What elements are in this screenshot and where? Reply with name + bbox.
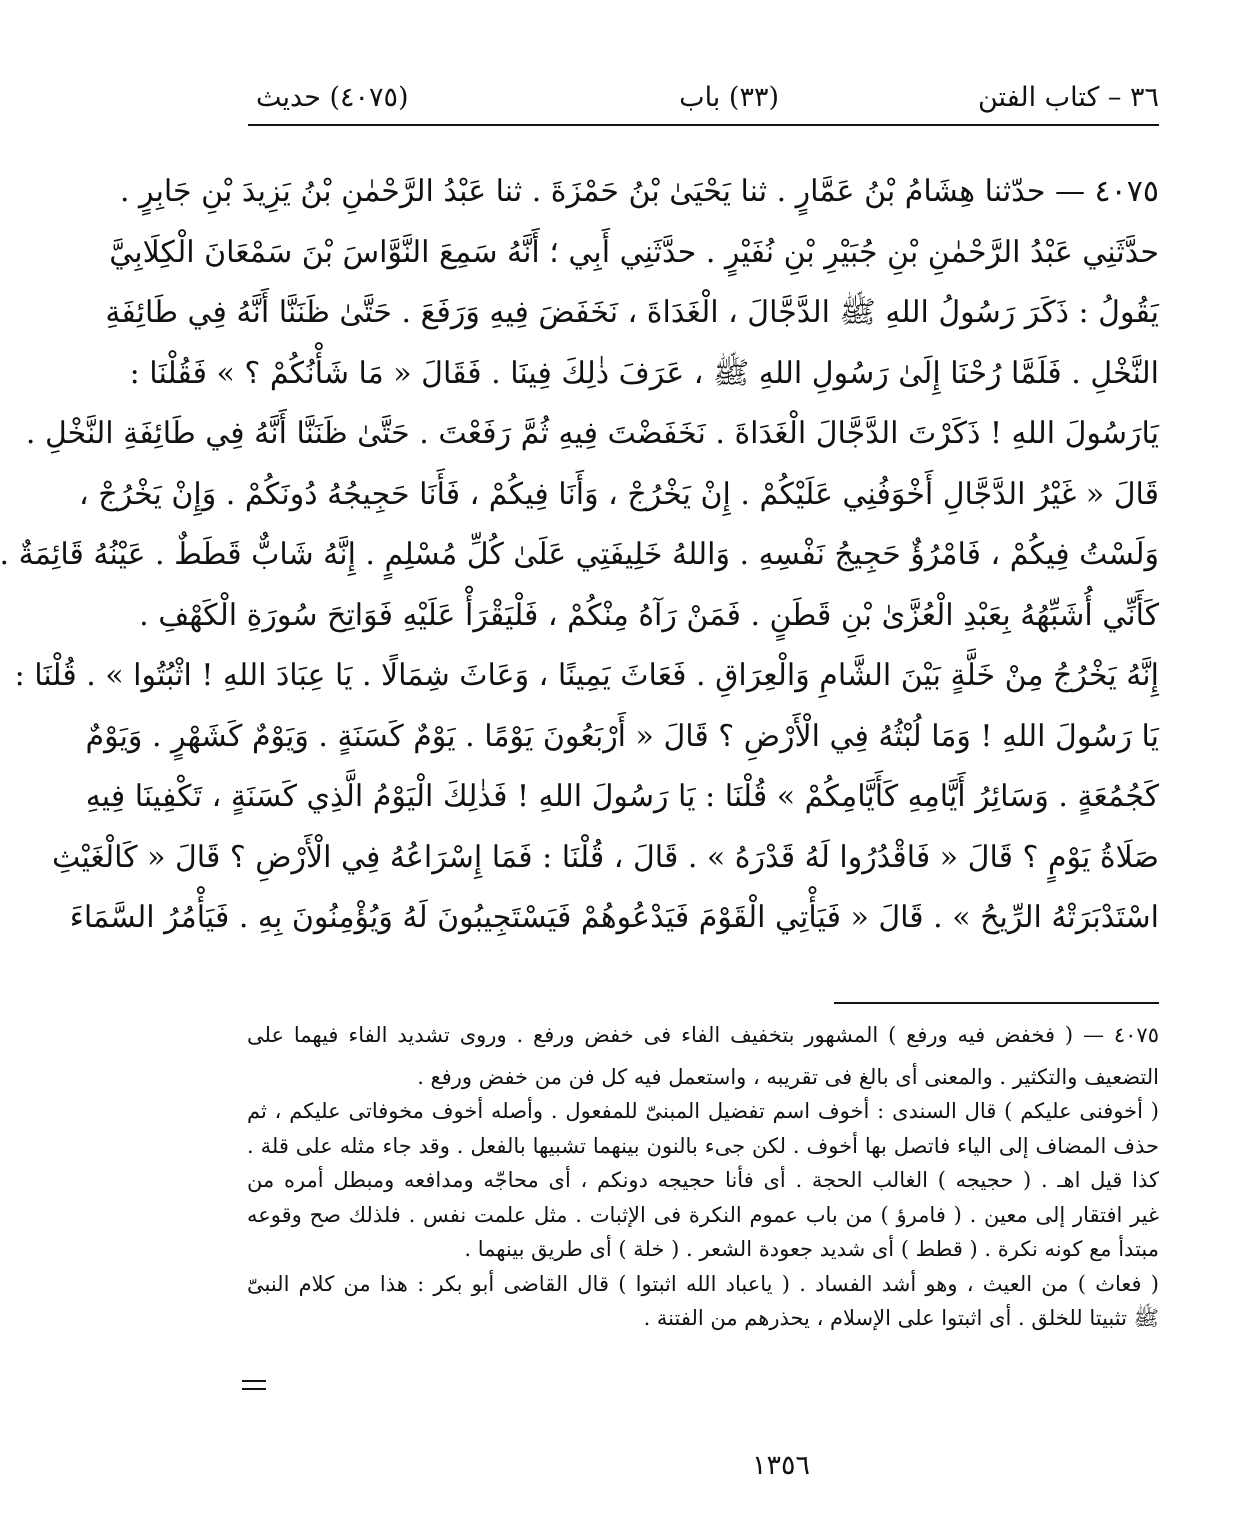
hadith-number-label: (٤٠٧٥) حديث (256, 82, 409, 113)
hadith-line: يَا رَسُولَ اللهِ ! وَمَا لُبْثُهُ فِي الْأَرْضِ ؟ قَالَ « أَرْبَعُونَ يَوْمًا . يَوْمٌ كَسَنَةٍ . وَيَوْمٌ كَشَهْرٍ . وَيَوْمٌ (85, 718, 1159, 754)
footnote-line: مبتدأ مع كونه نكرة . ( قطط ) أى شديد جعودة الشعر . ( خلة ) أى طريق بينهما . (464, 1237, 1159, 1261)
hadith-line: كَجُمُعَةٍ . وَسَائِرُ أَيَّامِهِ كَأَيَّامِكُمْ » قُلْنَا : يَا رَسُولَ اللهِ ! فَذٰلِكَ الْيَوْمُ الَّذِي كَسَنَةٍ ، تَكْفِينَا فِيهِ (85, 779, 1159, 814)
footnote-line: التضعيف والتكثير . والمعنى أى بالغ فى تقريبه ، واستعمل فيه كل فن من خفض ورفع . (417, 1064, 1159, 1089)
footnote-line: حذف المضاف إلى الياء فاتصل بها أخوف . لكن جىء بالنون بينهما تشبيها بالفعل . وقد جاء مثله على قلة . (247, 1133, 1159, 1158)
footnote-line: كذا قيل اهـ . ( حجيجه ) الغالب الحجة . أى فأنا حجيجه دونكم ، أى محاجّه ومدافعه ومبطل أمره من (247, 1168, 1159, 1192)
section-end-mark (242, 1380, 266, 1394)
hadith-line: النَّخْلِ . فَلَمَّا رُحْنَا إِلَىٰ رَسُولِ اللهِ ﷺ ، عَرَفَ ذٰلِكَ فِينَا . فَقَالَ « مَا شَأْنُكُمْ ؟ » فَقُلْنَا : (129, 355, 1159, 391)
hadith-line: وَلَسْتُ فِيكُمْ ، فَامْرُؤٌ حَجِيجُ نَفْسِهِ . وَاللهُ خَلِيفَتِي عَلَىٰ كُلِّ مُسْلِمٍ . إِنَّهُ شَابٌّ قَطَطٌ . عَيْنُهُ قَائِمَةٌ . (0, 537, 1159, 572)
hadith-line: اسْتَدْبَرَتْهُ الرِّيحُ » . قَالَ « فَيَأْتِي الْقَوْمَ فَيَدْعُوهُمْ فَيَسْتَجِيبُونَ لَهُ وَيُؤْمِنُونَ بِهِ . فَيَأْمُرُ السَّمَاءَ (69, 900, 1159, 935)
page-number: ١٣٥٦ (751, 1450, 810, 1481)
hadith-line: ٤٠٧٥ — حدّثنا هِشَامُ بْنُ عَمَّارٍ . ثنا يَحْيَىٰ بْنُ حَمْزَةَ . ثنا عَبْدُ الرَّحْمٰنِ بْنُ يَزِيدَ بْنِ جَابِرٍ . (119, 174, 1159, 209)
book-title: ٣٦ – كتاب الفتن (978, 82, 1159, 113)
hadith-line: يَارَسُولَ اللهِ ! ذَكَرْتَ الدَّجَّالَ الْغَدَاةَ . نَخَفَضْتَ فِيهِ ثُمَّ رَفَعْتَ . حَتَّىٰ ظَنَنَّا أَنَّهُ فِي طَائِفَةِ النَّخْلِ . (25, 416, 1159, 451)
hadith-line: صَلَاةُ يَوْمٍ ؟ قَالَ « فَاقْدُرُوا لَهُ قَدْرَهُ » . قَالَ ، قُلْنَا : فَمَا إِسْرَاعُهُ فِي الْأَرْضِ ؟ قَالَ « كَالْغَيْثِ (52, 839, 1159, 875)
hadith-line: إِنَّهُ يَخْرُجُ مِنْ خَلَّةٍ بَيْنَ الشَّامِ وَالْعِرَاقِ . فَعَاثَ يَمِينًا ، وَعَاثَ شِمَالًا . يَا عِبَادَ اللهِ ! اثْبُتُوا » . قُلْنَا : (14, 658, 1159, 693)
hadith-line: يَقُولُ : ذَكَرَ رَسُولُ اللهِ ﷺ الدَّجَّالَ ، الْغَدَاةَ ، نَخَفَضَ فِيهِ وَرَفَعَ . حَتَّىٰ ظَنَنَّا أَنَّهُ فِي طَائِفَةِ (105, 295, 1159, 330)
footnote-line: ٤٠٧٥ — ( فخفض فيه ورفع ) المشهور بتخفيف الفاء فى خفض ورفع . وروى تشديد الفاء فيهما على (247, 1023, 1159, 1047)
footnote-line: ( أخوفنى عليكم ) قال السندى : أخوف اسم تفضيل المبنىّ للمفعول . وأصله أخوف مخوفاتى عليكم ، ثم (247, 1099, 1159, 1123)
hadith-text (0, 162, 1159, 949)
footnote-line: ﷺ تثبيتا للخلق . أى اثبتوا على الإسلام ، يحذرهم من الفتنة . (643, 1306, 1159, 1330)
footnote-line: ( فعاث ) من العيث ، وهو أشد الفساد . ( ياعباد الله اثبتوا ) قال القاضى أبو بكر : هذا من كلام النبىّ (247, 1271, 1159, 1296)
footnotes (247, 1018, 1159, 1336)
running-header (256, 78, 1159, 118)
hadith-line: قَالَ « غَيْرُ الدَّجَّالِ أَخْوَفُنِي عَلَيْكُمْ . إِنْ يَخْرُجْ ، وَأَنَا فِيكُمْ ، فَأَنَا حَجِيجُهُ دُونَكُمْ . وَإِنْ يَخْرُجْ ، (79, 476, 1159, 512)
footnote-divider (834, 1002, 1159, 1004)
hadith-line: حدَّثَنِي عَبْدُ الرَّحْمٰنِ بْنِ جُبَيْرِ بْنِ نُفَيْرٍ . حدَّثَنِي أَبِي ؛ أَنَّهُ سَمِعَ النَّوَّاسَ بْنَ سَمْعَانَ الْكِلَابِيَّ (109, 234, 1159, 270)
chapter-label: (٣٣) باب (679, 82, 779, 113)
header-divider (248, 124, 1159, 126)
hadith-line: كَأَنِّي أُشَبِّهُهُ بِعَبْدِ الْعُزَّىٰ بْنِ قَطَنٍ . فَمَنْ رَآهُ مِنْكُمْ ، فَلْيَقْرَأْ عَلَيْهِ فَوَاتِحَ سُورَةِ الْكَهْفِ . (139, 597, 1159, 633)
footnote-line: غير افتقار إلى معين . ( فامرؤ ) من باب عموم النكرة فى الإثبات . مثل علمت نفس . فلذلك صح وقوعه (247, 1202, 1159, 1227)
